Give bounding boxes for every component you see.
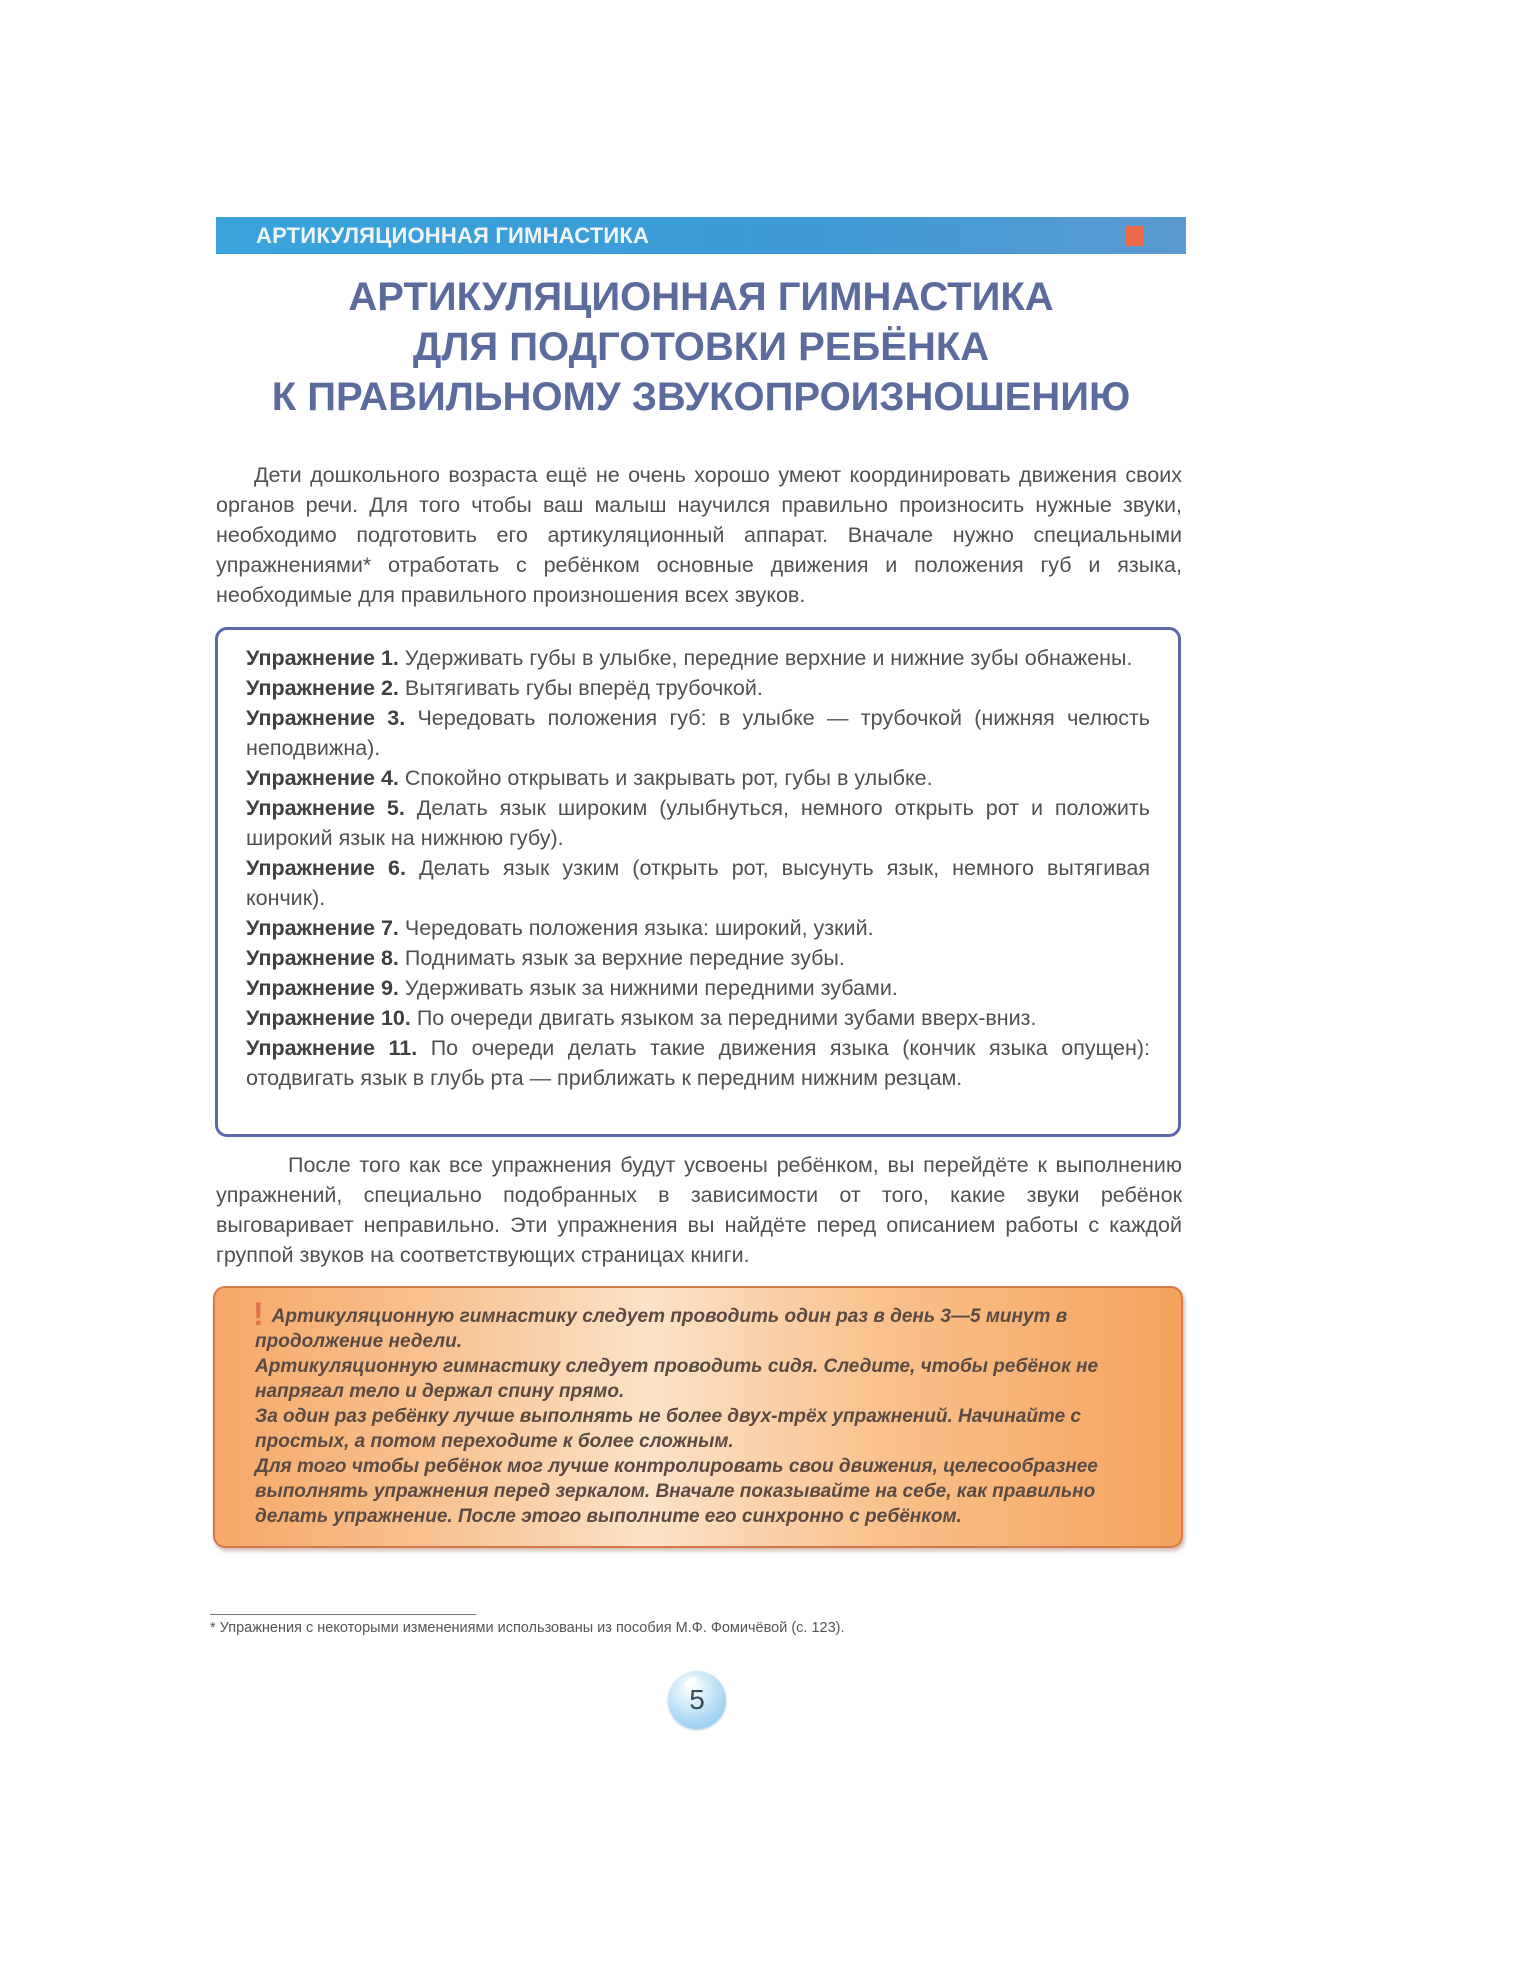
exercise-label: Упражнение 9. xyxy=(246,976,399,1000)
exercise-text: Делать язык широким (улыбнуться, немного открыть рот и положить широкий язык на нижнюю губу). xyxy=(246,796,1150,850)
intro-paragraph xyxy=(216,460,1182,610)
note-item xyxy=(253,1296,1147,1354)
exclamation-icon: ! xyxy=(253,1296,264,1332)
exercise-label: Упражнение 1. xyxy=(246,646,399,670)
exercise-item xyxy=(246,793,1150,853)
exercise-text: Чередовать положения языка: широкий, узкий. xyxy=(404,916,874,940)
section-label: АРТИКУЛЯЦИОННАЯ ГИМНАСТИКА xyxy=(256,223,650,248)
exercises-box xyxy=(215,627,1181,1137)
exercise-text: Спокойно открывать и закрывать рот, губы в улыбке. xyxy=(404,766,933,790)
exercise-item xyxy=(246,673,1150,703)
exercise-item xyxy=(246,973,1150,1003)
exercise-item xyxy=(246,853,1150,913)
intro-text: Дети дошкольного возраста ещё не очень хорошо умеют координировать движения своих органов речи. Для того чтобы ваш малыш научился правильно произносить нужные звуки, необходимо подготовить его артикуляционный аппарат. Вначале нужно специальными упражнениями* отработать с ребёнком основные движения и положения губ и языка, необходимые для правильного произношения всех звуков. xyxy=(216,463,1182,607)
exercise-item xyxy=(246,943,1150,973)
exercise-item xyxy=(246,763,1150,793)
exercise-text: По очереди делать такие движения языка (кончик языка опущен): отодвигать язык в глубь рта — приближать к передним нижним резцам. xyxy=(246,1036,1151,1090)
exercise-label: Упражнение 2. xyxy=(246,676,399,700)
exercise-label: Упражнение 11. xyxy=(246,1036,418,1060)
exercise-text: Удерживать язык за нижними передними зубами. xyxy=(404,976,898,1000)
exercise-text: Удерживать губы в улыбке, передние верхние и нижние зубы обнажены. xyxy=(404,646,1133,670)
note-item: За один раз ребёнку лучше выполнять не более двух-трёх упражнений. Начинайте с простых, а потом переходите к более сложным. xyxy=(255,1406,1081,1452)
section-marker-square-icon xyxy=(1126,226,1144,246)
page-number: 5 xyxy=(689,1684,705,1715)
after-text: После того как все упражнения будут усвоены ребёнком, вы перейдёте к выполнению упражнений, специально подобранных в зависимости от того, какие звуки ребёнок выговаривает неправильно. Эти упражнения вы найдёте перед описанием работы с каждой группой звуков на соответствующих страницах книги. xyxy=(216,1153,1182,1267)
exercise-item xyxy=(246,1033,1150,1093)
note-item: Артикуляционную гимнастику следует проводить сидя. Следите, чтобы ребёнок не напрягал тело и держал спину прямо. xyxy=(255,1356,1099,1402)
footnote: * Упражнения с некоторыми изменениями использованы из пособия М.Ф. Фомичёвой (с. 123). xyxy=(210,1620,845,1636)
note-item: Для того чтобы ребёнок мог лучше контролировать свои движения, целесообразнее выполнять упражнения перед зеркалом. Вначале показывайте на себе, как правильно делать упражнение. После этого выполните его синхронно с ребёнком. xyxy=(255,1456,1098,1527)
exercise-item xyxy=(246,703,1150,763)
exercise-item xyxy=(246,1003,1150,1033)
note-callout xyxy=(213,1286,1183,1548)
exercise-text: Поднимать язык за верхние передние зубы. xyxy=(404,946,845,970)
exercise-text: Делать язык узким (открыть рот, высунуть язык, немного вытягивая кончик). xyxy=(246,856,1151,910)
exercise-label: Упражнение 7. xyxy=(246,916,399,940)
page-title xyxy=(216,272,1186,422)
title-line-3: К ПРАВИЛЬНОМУ ЗВУКОПРОИЗНОШЕНИЮ xyxy=(271,375,1131,419)
exercise-label: Упражнение 4. xyxy=(246,766,399,790)
title-line-2: ДЛЯ ПОДГОТОВКИ РЕБЁНКА xyxy=(412,325,990,369)
exercise-text: Чередовать положения губ: в улыбке — трубочкой (нижняя челюсть неподвижна). xyxy=(246,706,1150,760)
exercise-item xyxy=(246,643,1150,673)
exercise-label: Упражнение 8. xyxy=(246,946,399,970)
exercise-text: По очереди двигать языком за передними зубами вверх-вниз. xyxy=(416,1006,1037,1030)
note-text: Артикуляционную гимнастику следует проводить один раз в день 3—5 минут в продолжение недели. xyxy=(255,1306,1068,1352)
exercise-label: Упражнение 10. xyxy=(246,1006,411,1030)
title-line-1: АРТИКУЛЯЦИОННАЯ ГИМНАСТИКА xyxy=(348,275,1054,319)
section-header-bar xyxy=(216,217,1186,254)
exercise-text: Вытягивать губы вперёд трубочкой. xyxy=(404,676,763,700)
exercise-item xyxy=(246,913,1150,943)
after-paragraph xyxy=(216,1150,1182,1270)
page-number-badge xyxy=(668,1671,726,1729)
exercise-label: Упражнение 3. xyxy=(246,706,406,730)
footnote-divider xyxy=(210,1614,476,1615)
exercise-label: Упражнение 5. xyxy=(246,796,405,820)
exercise-label: Упражнение 6. xyxy=(246,856,406,880)
